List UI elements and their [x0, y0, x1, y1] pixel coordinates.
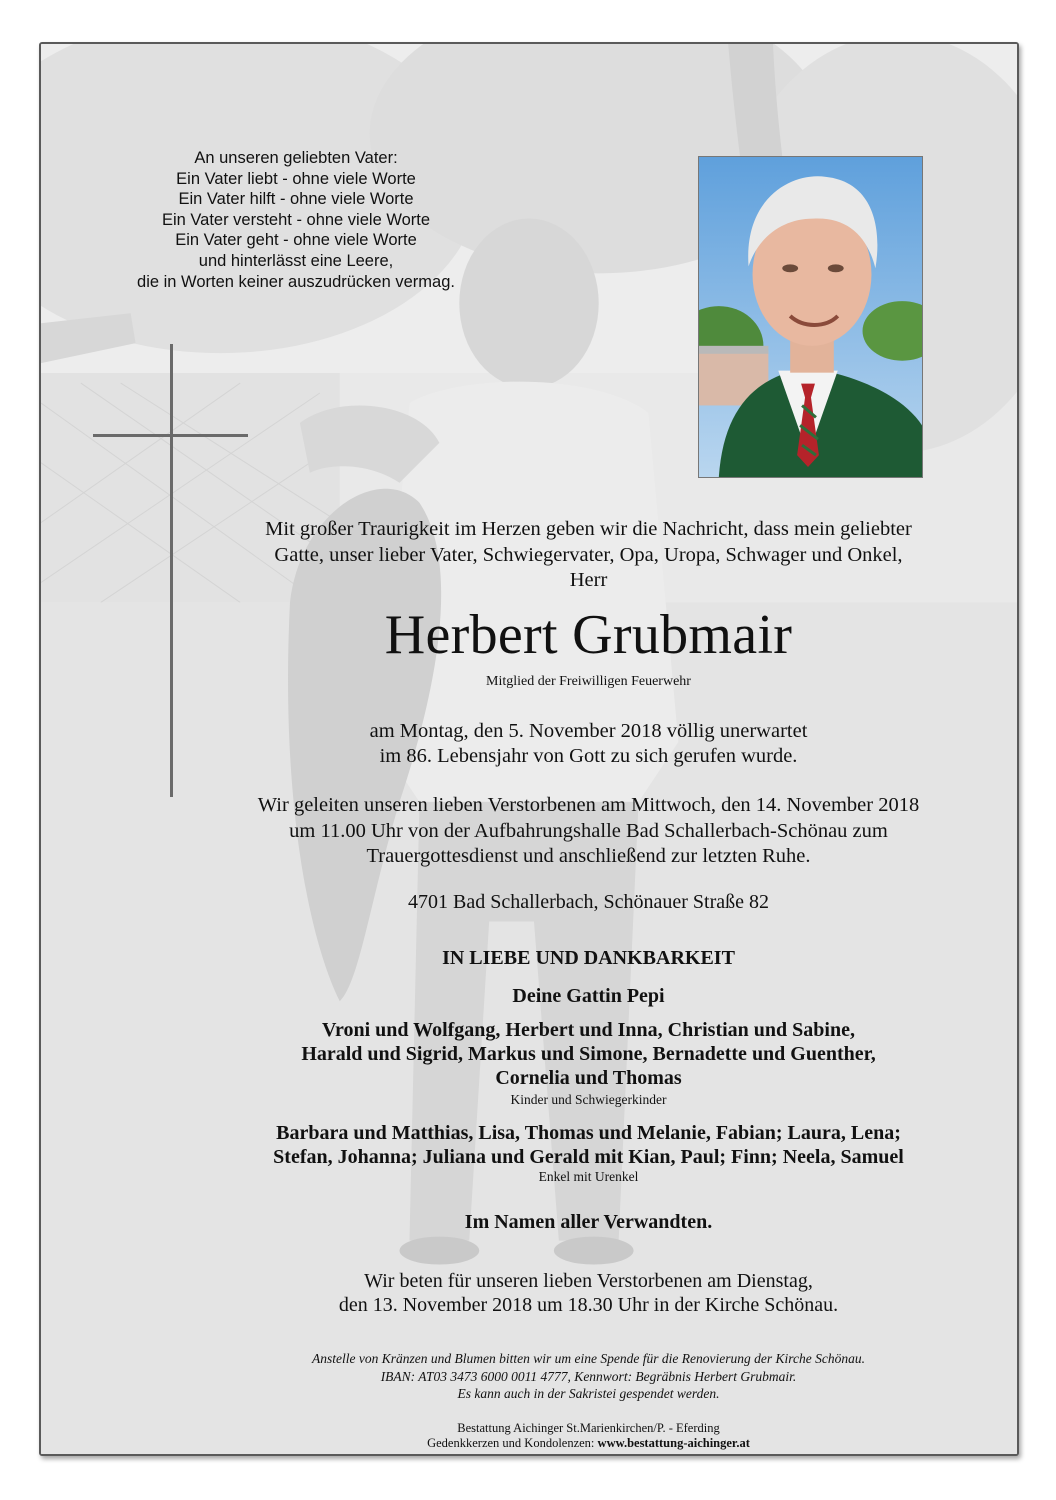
funeral-line: Wir geleiten unseren lieben Verstorbenen am Mittwoch, den 14. November 2018 — [257, 794, 920, 816]
intro-line: Herr — [569, 569, 608, 591]
death-line: im 86. Lebensjahr von Gott zu sich gerufen wurde. — [379, 745, 798, 767]
condolence-line — [181, 1436, 996, 1451]
portrait-photo — [698, 156, 923, 478]
donation-notice — [181, 1350, 996, 1403]
poem-line: Ein Vater geht - ohne viele Worte — [175, 231, 417, 250]
poem-line: die in Worten keiner auszudrücken vermag. — [137, 272, 455, 291]
children-list — [181, 1018, 996, 1090]
prayer-line: den 13. November 2018 um 18.30 Uhr in der Kirche Schönau. — [338, 1294, 839, 1316]
children-line: Cornelia und Thomas — [495, 1067, 682, 1089]
poem — [81, 148, 511, 292]
website-link[interactable]: www.bestattung-aichinger.at — [597, 1436, 750, 1450]
poem-line: Ein Vater versteht - ohne viele Worte — [161, 210, 431, 229]
prayer-notice — [181, 1269, 996, 1317]
mourners-heading: IN LIEBE UND DANKBARKEIT — [442, 947, 735, 969]
poem-line: An unseren geliebten Vater: — [194, 149, 398, 167]
poem-line: Ein Vater liebt - ohne viele Worte — [176, 169, 416, 188]
undertaker-name: Bestattung Aichinger St.Marienkirchen/P. - Eferding — [457, 1421, 720, 1435]
cross-icon-vertical — [170, 344, 173, 797]
grandchildren-list — [181, 1121, 996, 1169]
deceased-name: Herbert Grubmair — [384, 604, 793, 666]
deceased-subtitle: Mitglied der Freiwilligen Feuerwehr — [486, 674, 691, 689]
grandchildren-line: Barbara und Matthias, Lisa, Thomas und Melanie, Fabian; Laura, Lena; — [276, 1122, 901, 1144]
footer — [181, 1421, 996, 1451]
death-line: am Montag, den 5. November 2018 völlig unerwartet — [369, 720, 808, 742]
donation-line: IBAN: AT03 3473 6000 0011 4777, Kennwort: Begräbnis Herbert Grubmair. — [380, 1368, 797, 1384]
children-line: Harald und Sigrid, Markus und Simone, Bernadette und Guenther, — [301, 1043, 876, 1065]
donation-line: Es kann auch in der Sakristei gespendet werden. — [457, 1386, 720, 1401]
funeral-line: um 11.00 Uhr von der Aufbahrungshalle Bad Schallerbach-Schönau zum — [289, 819, 888, 842]
grandchildren-line: Stefan, Johanna; Juliana und Gerald mit Kian, Paul; Finn; Neela, Samuel — [273, 1146, 904, 1168]
prayer-line: Wir beten für unseren lieben Verstorbenen am Dienstag, — [364, 1270, 813, 1292]
funeral-line: Trauergottesdienst und anschließend zur letzten Ruhe. — [366, 845, 811, 867]
condolence-prefix: Gedenkkerzen und Kondolenzen: — [427, 1436, 595, 1450]
relatives-line: Im Namen aller Verwandten. — [464, 1211, 713, 1233]
poem-line: Ein Vater hilft - ohne viele Worte — [178, 190, 414, 209]
obituary-card — [39, 42, 1019, 1456]
grandchildren-label: Enkel mit Urenkel — [538, 1169, 639, 1184]
donation-line: Anstelle von Kränzen und Blumen bitten wir um eine Spende für die Renovierung der Kirche Schönau. — [312, 1351, 865, 1366]
intro-line: Gatte, unser lieber Vater, Schwiegervater, Opa, Uropa, Schwager und Onkel, — [274, 543, 903, 566]
poem-line: und hinterlässt eine Leere, — [198, 251, 394, 270]
death-notice — [181, 719, 996, 769]
spouse: Deine Gattin Pepi — [512, 985, 665, 1007]
announcement-intro — [181, 517, 996, 594]
children-line: Vroni und Wolfgang, Herbert und Inna, Christian und Sabine, — [322, 1019, 855, 1041]
cross-icon-horizontal — [93, 434, 248, 437]
funeral-notice — [181, 793, 996, 870]
intro-line: Mit großer Traurigkeit im Herzen geben wir die Nachricht, dass mein geliebter — [265, 518, 912, 540]
address: 4701 Bad Schallerbach, Schönauer Straße 82 — [407, 891, 769, 913]
children-label: Kinder und Schwiegerkinder — [510, 1092, 667, 1107]
